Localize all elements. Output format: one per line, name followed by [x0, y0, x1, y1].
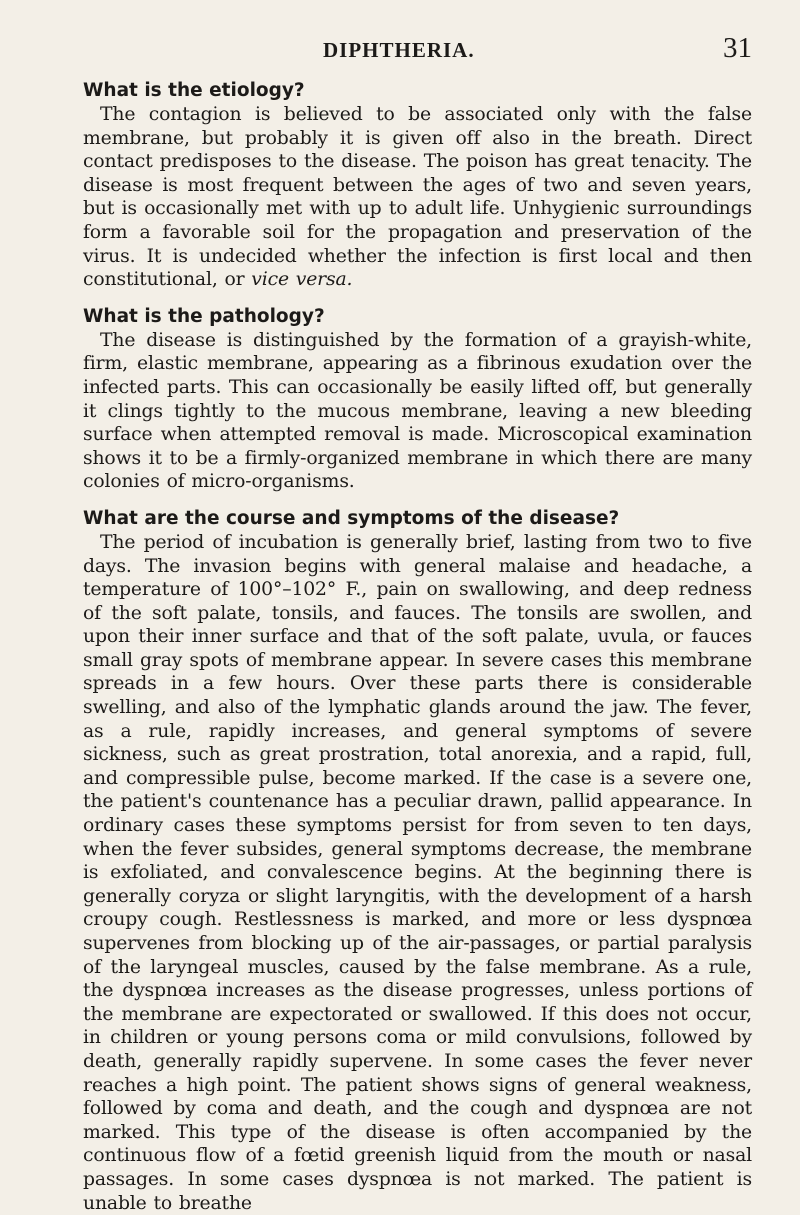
running-title: DIPHTHERIA. [323, 38, 475, 62]
answer-text: The contagion is believed to be associated only with the false membrane, but probably it is given off also in the breath. Direct contact predisposes to the disease. The poison has great tenacity. The disease is most frequent between the ages of two and seven years, but is occasionally met with up to adult life. Unhygienic surroundings form a favorable soil for the propagation and preservation of the virus. It is undecided whether the infection is first local and then constitutional, or [83, 104, 752, 291]
section-course-symptoms [83, 506, 752, 1215]
section-etiology [83, 78, 752, 292]
answer-paragraph: The period of incubation is generally brief, lasting from two to five days. The invasion begins with general malaise and headache, a temperature of 100°–102° F., pain on swallowing, and deep redness of the soft palate, tonsils, and fauces. The tonsils are swollen, and upon their inner surface and that of the soft palate, uvula, or fauces small gray spots of membrane appear. In severe cases this membrane spreads in a few hours. Over these parts there is considerable swelling, and also of the lymphatic glands around the jaw. The fever, as a rule, rapidly increases, and general symptoms of severe sickness, such as great prostration, total anorexia, and a rapid, full, and compressible pulse, become marked. If the case is a severe one, the patient's countenance has a peculiar drawn, pallid appearance. In ordinary cases these symptoms persist for from seven to ten days, when the fever subsides, general symptoms decrease, the membrane is exfoliated, and convalescence begins. At the beginning there is generally coryza or slight laryngitis, with the development of a harsh croupy cough. Restlessness is marked, and more or less dyspnœa supervenes from blocking up of the air-passages, or partial paralysis of the laryngeal muscles, caused by the false membrane. As a rule, the dyspnœa increases as the disease progresses, unless portions of the membrane are expectorated or swallowed. If this does not occur, in children or young persons coma or mild convulsions, followed by death, generally rapidly supervene. In some cases the fever never reaches a high point. The patient shows signs of general weakness, followed by coma and death, and the cough and dyspnœa are not marked. This type of the disease is often accompanied by the continuous flow of a fœtid greenish liquid from the mouth or nasal passages. In some cases dyspnœa is not marked. The patient is unable to breathe [83, 531, 752, 1214]
page-number: 31 [723, 32, 752, 64]
answer-italic-text: vice versa. [251, 269, 353, 291]
running-head [83, 30, 752, 66]
answer-paragraph [83, 103, 752, 292]
question-heading: What is the pathology? [83, 305, 325, 327]
section-pathology [83, 304, 752, 494]
answer-paragraph: The disease is distinguished by the formation of a grayish-white, firm, elastic membrane, appearing as a fibrinous exudation over the infected parts. This can occasionally be easily lifted off, but generally it clings tightly to the mucous membrane, leaving a new bleeding surface when attempted removal is made. Microscopical examination shows it to be a firmly-organized membrane in which there are many colonies of micro-organisms. [83, 329, 752, 493]
question-heading: What are the course and symptoms of the disease? [83, 507, 620, 529]
question-heading: What is the etiology? [83, 80, 305, 101]
